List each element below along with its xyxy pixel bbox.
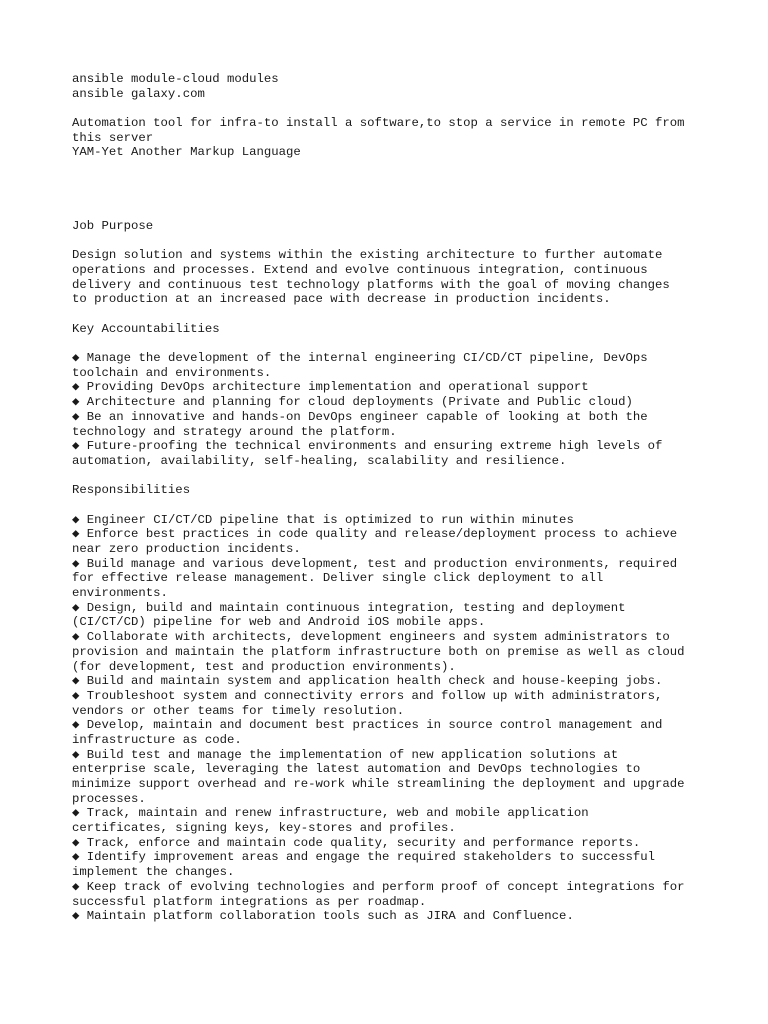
list-item-line: environments.	[72, 586, 168, 601]
list-item-line: ◆ Collaborate with architects, development engineers and system administrators to	[72, 630, 670, 645]
list-item-line: (for development, test and production environments).	[72, 659, 456, 674]
list-item-line: toolchain and environments.	[72, 365, 272, 380]
list-item-line: implement the changes.	[72, 865, 235, 880]
list-item-line: ◆ Manage the development of the internal engineering CI/CD/CT pipeline, DevOps	[72, 351, 648, 366]
document-page	[72, 72, 712, 924]
automation-note-block	[72, 116, 712, 160]
responsibilities-list	[72, 513, 712, 924]
list-item-line: vendors or other teams for timely resolution.	[72, 703, 405, 718]
section-heading-job-purpose: Job Purpose	[72, 218, 154, 233]
paragraph-line: Design solution and systems within the existing architecture to further automate	[72, 248, 663, 263]
list-item-line: ◆ Future-proofing the technical environments and ensuring extreme high levels of	[72, 439, 663, 454]
job-purpose-paragraph	[72, 248, 712, 307]
list-item-line: infrastructure as code.	[72, 732, 242, 747]
list-item-line: provision and maintain the platform infrastructure both on premise as well as cloud	[72, 644, 685, 659]
list-item-line: ◆ Identify improvement areas and engage the required stakeholders to successful	[72, 850, 655, 865]
list-item-line: ◆ Develop, maintain and document best practices in source control management and	[72, 718, 663, 733]
note-line: ansible galaxy.com	[72, 86, 205, 101]
list-item-line: ◆ Troubleshoot system and connectivity errors and follow up with administrators,	[72, 688, 663, 703]
list-item-line: ◆ Track, enforce and maintain code quality, security and performance reports.	[72, 835, 641, 850]
list-item-line: successful platform integrations as per roadmap.	[72, 894, 427, 909]
list-item-line: enterprise scale, leveraging the latest automation and DevOps technologies to	[72, 762, 641, 777]
list-item-line: ◆ Engineer CI/CT/CD pipeline that is optimized to run within minutes	[72, 512, 574, 527]
section-heading-responsibilities: Responsibilities	[72, 483, 191, 498]
list-item-line: ◆ Architecture and planning for cloud deployments (Private and Public cloud)	[72, 395, 633, 410]
list-item-line: ◆ Maintain platform collaboration tools such as JIRA and Confluence.	[72, 909, 574, 924]
note-line: YAM-Yet Another Markup Language	[72, 145, 301, 160]
notes-block	[72, 72, 712, 101]
list-item-line: ◆ Build manage and various development, test and production environments, required	[72, 556, 678, 571]
list-item-line: ◆ Build test and manage the implementation of new application solutions at	[72, 747, 619, 762]
list-item-line: ◆ Keep track of evolving technologies and perform proof of concept integrations for	[72, 879, 685, 894]
list-item-line: technology and strategy around the platform.	[72, 424, 397, 439]
list-item-line: processes.	[72, 791, 146, 806]
note-line: ansible module-cloud modules	[72, 72, 279, 86]
list-item-line: for effective release management. Deliver single click deployment to all	[72, 571, 604, 586]
list-item-line: ◆ Track, maintain and renew infrastructure, web and mobile application	[72, 806, 589, 821]
list-item-line: (CI/CT/CD) pipeline for web and Android iOS mobile apps.	[72, 615, 486, 630]
list-item-line: certificates, signing keys, key-stores and profiles.	[72, 821, 456, 836]
section-heading-key-accountabilities: Key Accountabilities	[72, 321, 220, 336]
note-line: this server	[72, 130, 154, 145]
list-item-line: ◆ Providing DevOps architecture implementation and operational support	[72, 380, 589, 395]
key-accountabilities-list	[72, 351, 712, 469]
note-line: Automation tool for infra-to install a software,to stop a service in remote PC from	[72, 116, 685, 131]
paragraph-line: delivery and continuous test technology platforms with the goal of moving changes	[72, 277, 670, 292]
list-item-line: ◆ Be an innovative and hands-on DevOps engineer capable of looking at both the	[72, 409, 648, 424]
list-item-line: ◆ Build and maintain system and application health check and house-keeping jobs.	[72, 674, 663, 689]
list-item-line: ◆ Enforce best practices in code quality and release/deployment process to achieve	[72, 527, 678, 542]
list-item-line: minimize support overhead and re-work while streamlining the deployment and upgrade	[72, 777, 685, 792]
list-item-line: automation, availability, self-healing, scalability and resilience.	[72, 453, 567, 468]
list-item-line: near zero production incidents.	[72, 542, 301, 557]
paragraph-line: to production at an increased pace with decrease in production incidents.	[72, 292, 611, 307]
paragraph-line: operations and processes. Extend and evolve continuous integration, continuous	[72, 262, 648, 277]
list-item-line: ◆ Design, build and maintain continuous integration, testing and deployment	[72, 600, 626, 615]
